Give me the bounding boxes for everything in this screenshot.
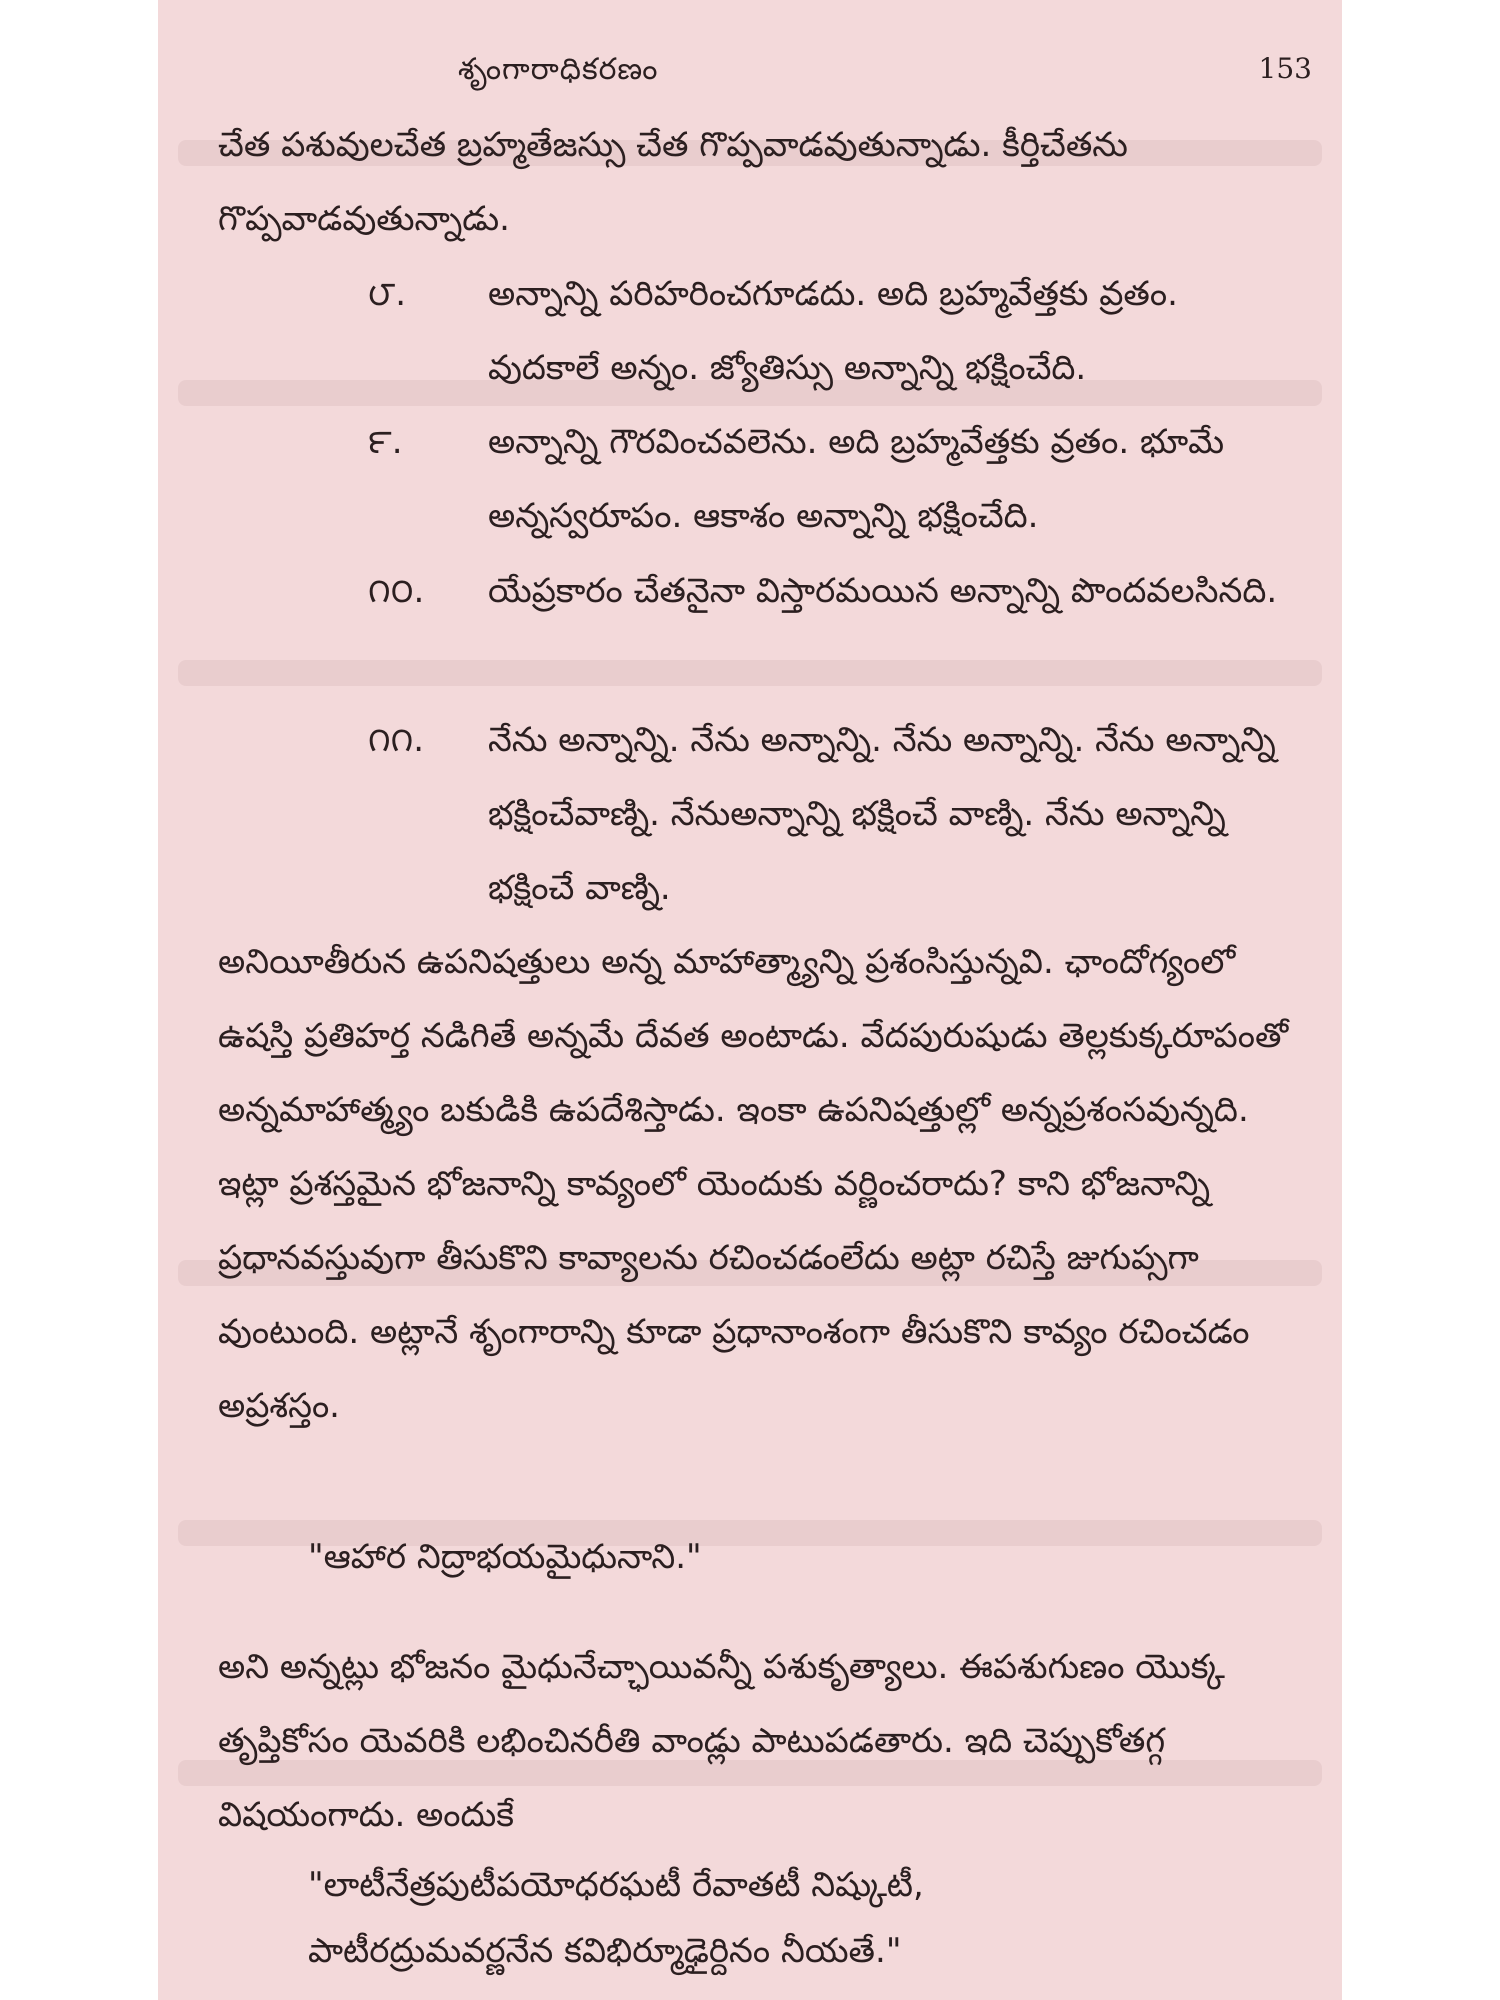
list-number: ౮.	[368, 274, 407, 314]
list-number: ౯.	[368, 422, 403, 462]
list-item	[368, 554, 1298, 628]
verse-line: పాటీరద్రుమవర్ణనేన కవిభిర్మూఢైర్దినం నీయతే."	[308, 1931, 902, 1971]
list-text: అన్నాన్ని గౌరవించవలెను. అది బ్రహ్మవేత్తకు వ్రతం. భూమే అన్నస్వరూపం. ఆకాశం అన్నాన్ని భక్షించేది.	[488, 422, 1225, 536]
book-page	[158, 0, 1342, 2000]
list-number: ౧౦.	[368, 571, 425, 611]
list-item	[368, 703, 1298, 925]
list-text: అన్నాన్ని పరిహరించగూడదు. అది బ్రహ్మవేత్తకు వ్రతం. వుదకాలే అన్నం. జ్యోతిస్సు అన్నాన్ని భక్షించేది.	[488, 274, 1178, 388]
quotation: "ఆహార నిద్రాభయమైధునాని."	[308, 1537, 702, 1577]
paragraph: అని అన్నట్లు భోజనం మైధునేచ్ఛాయివన్నీ పశుకృత్యాలు. ఈపశుగుణం యొక్క తృప్తికోసం యెవరికి లభించినరీతి వాండ్లు పాటుపడతారు. ఇది చెప్పుకోతగ్గ విషయంగాదు. అందుకే	[218, 1647, 1225, 1835]
list-number: ౧౧.	[368, 720, 425, 760]
list-text: నేను అన్నాన్ని. నేను అన్నాన్ని. నేను అన్నాన్ని. నేను అన్నాన్ని భక్షించేవాణ్ని. నేనుఅన్నాన్ని భక్షించే వాణ్ని. నేను అన్నాన్ని భక్షించే వాణ్ని.	[488, 720, 1276, 908]
paragraph: అనియీతీరున ఉపనిషత్తులు అన్న మాహాత్మ్యాన్ని ప్రశంసిస్తున్నవి. ఛాందోగ్యంలో ఉషస్తి ప్రతిహర్త నడిగితే అన్నమే దేవత అంటాడు. వేదపురుషుడు తెల్లకుక్కరూపంతో అన్నమాహాత్మ్యం బకుడికి ఉపదేశిస్తాడు. ఇంకా ఉపనిషత్తుల్లో అన్నప్రశంసవున్నది. ఇట్లా ప్రశస్తమైన భోజనాన్ని కావ్యంలో యెందుకు వర్ణించరాదు? కాని భోజనాన్ని ప్రధానవస్తువుగా తీసుకొని కావ్యాలను రచించడంలేదు అట్లా రచిస్తే జుగుప్సగా వుంటుంది. అట్లానే శృంగారాన్ని కూడా ప్రధానాంశంగా తీసుకొని కావ్యం రచించడం అప్రశస్తం.	[218, 942, 1289, 1426]
page-header	[158, 52, 1342, 92]
list-item	[368, 257, 1298, 405]
bleed-through-text	[178, 660, 1322, 686]
page-number: 153	[1258, 52, 1312, 85]
list-text: యేప్రకారం చేతనైనా విస్తారమయిన అన్నాన్ని పొందవలసినది.	[488, 571, 1278, 611]
verse-line: "లాటీనేత్రపుటీపయోధరఘటీ రేవాతటీ నిష్కుటీ,	[308, 1865, 924, 1905]
list-item	[368, 405, 1298, 553]
running-title: శృంగారాధికరణం	[458, 52, 659, 87]
paragraph-continuation: చేత పశువులచేత బ్రహ్మతేజస్సు చేత గొప్పవాడవుతున్నాడు. కీర్తిచేతను గొప్పవాడవుతున్నాడు.	[218, 125, 1128, 239]
